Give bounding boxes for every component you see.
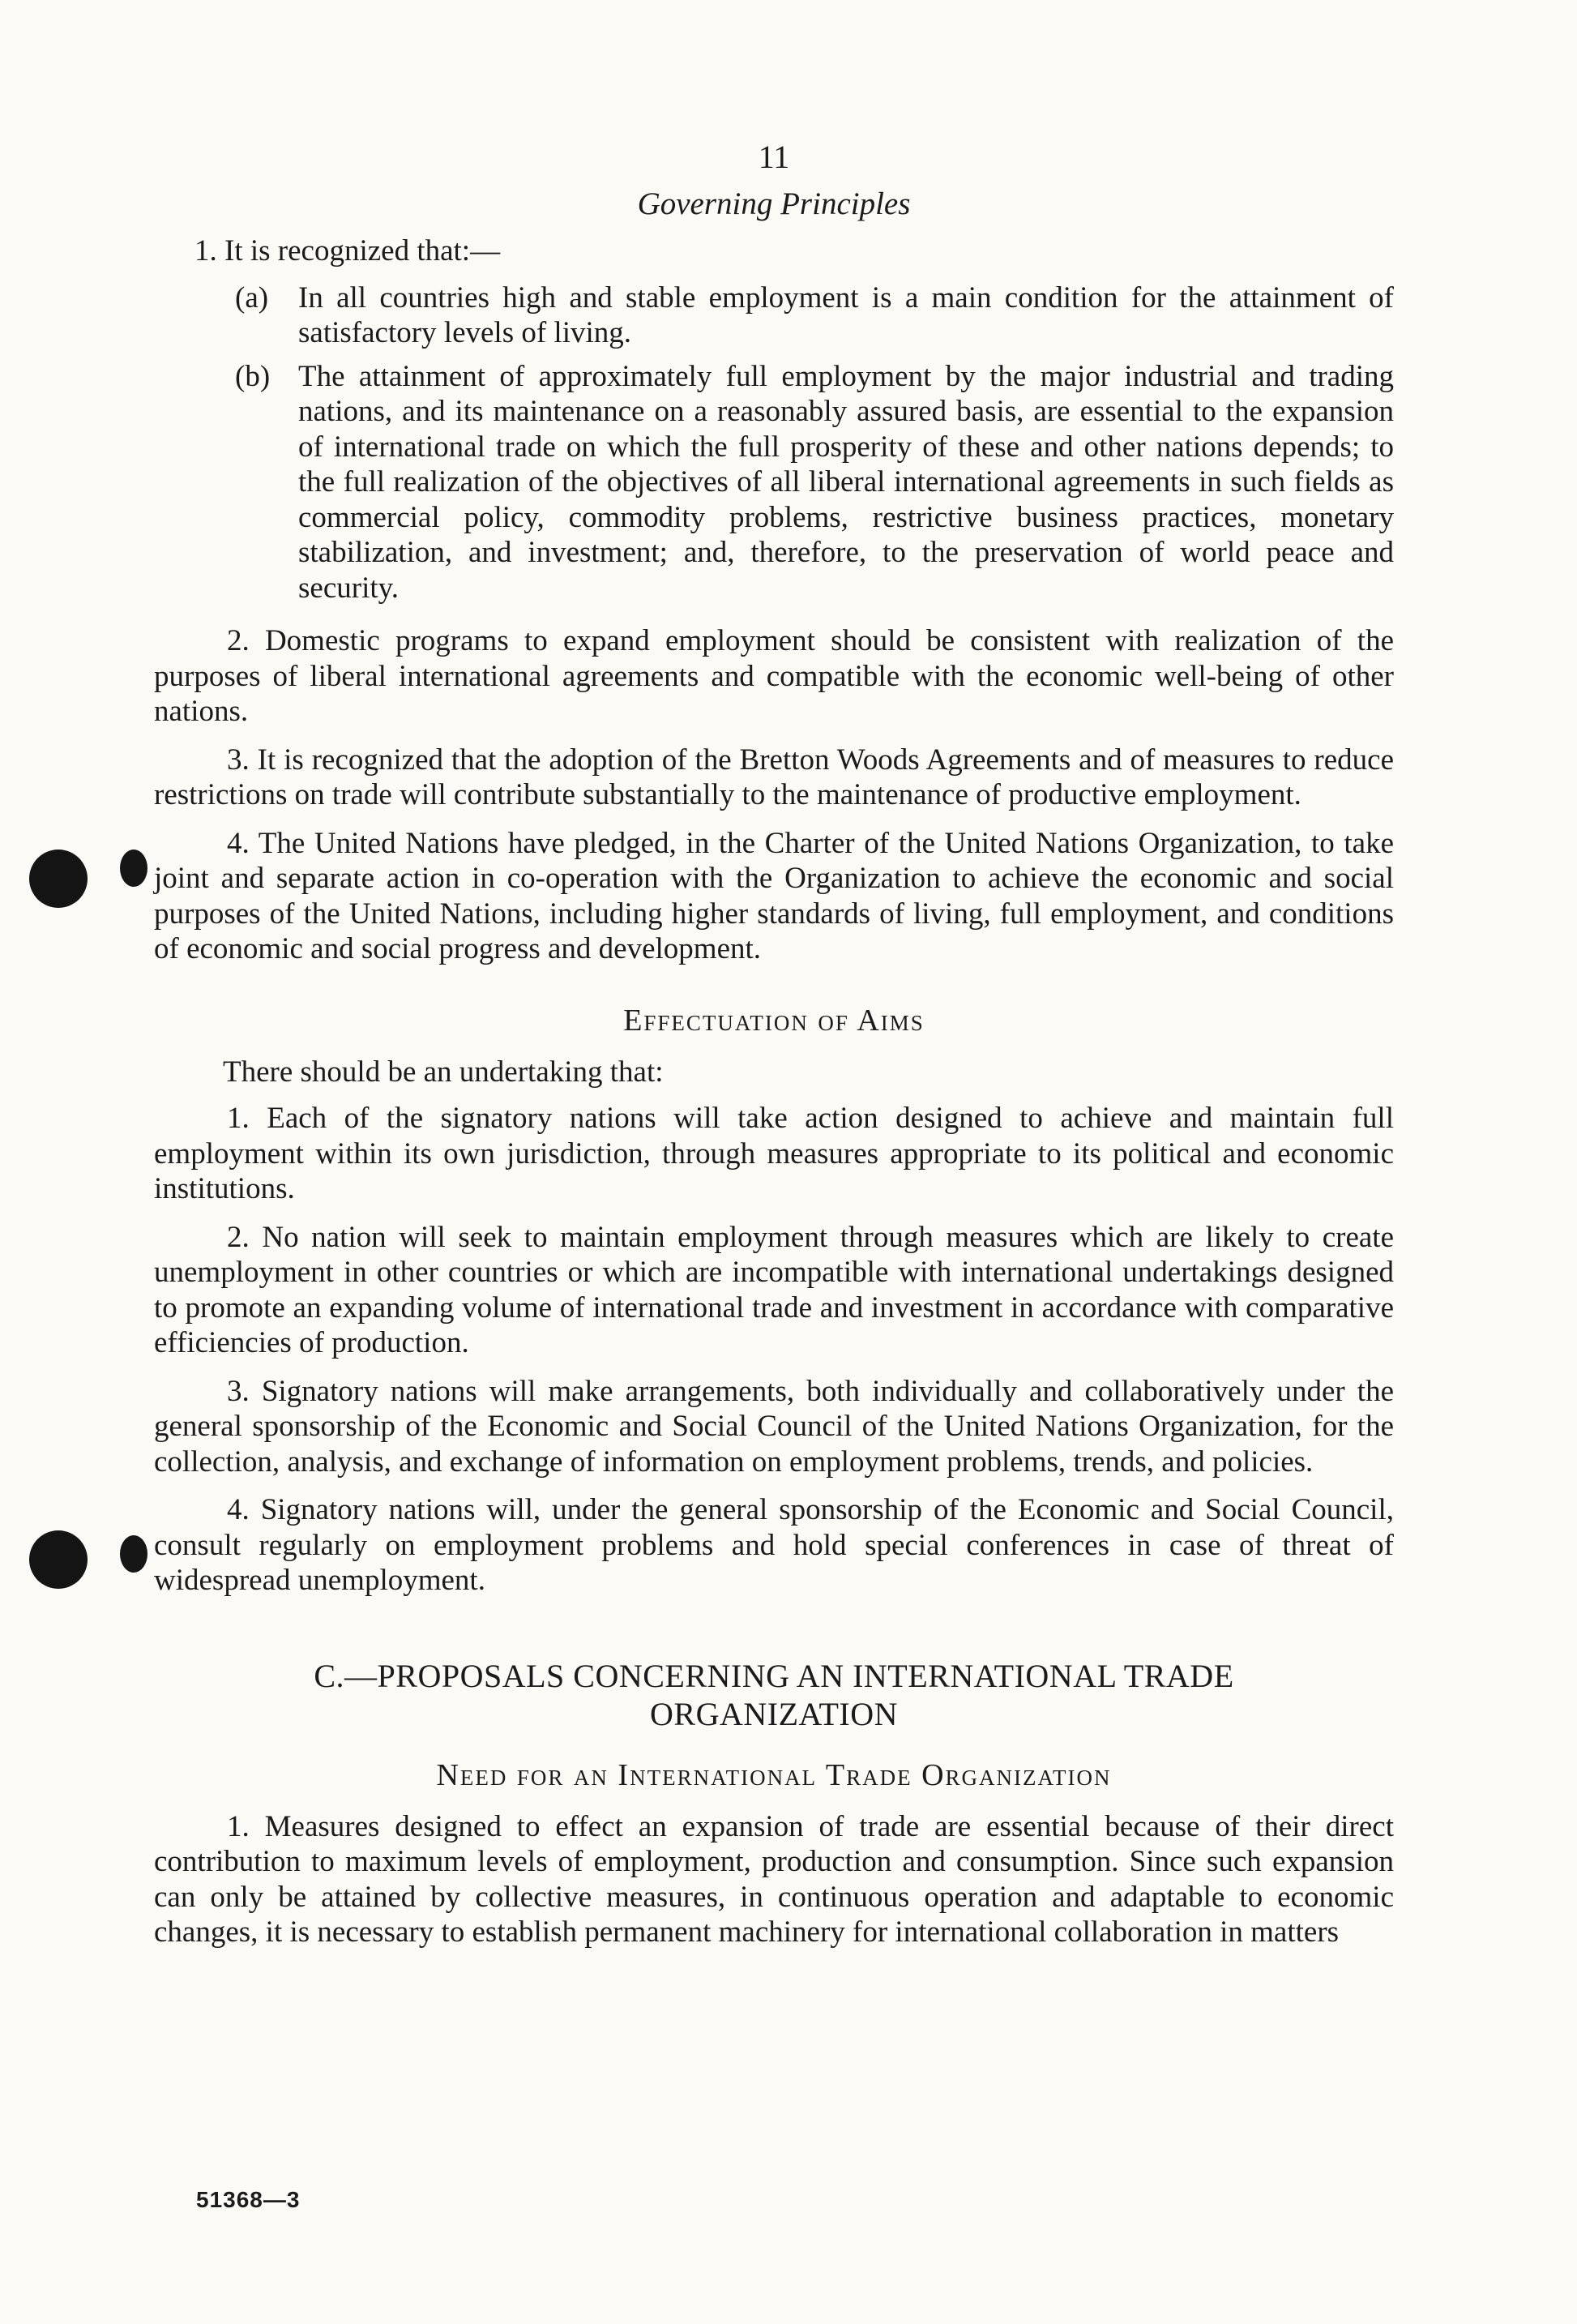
document-page [154, 138, 1394, 1963]
governing-principles-heading: Governing Principles [637, 186, 911, 221]
subitem-label: (a) [235, 280, 269, 315]
need-for-ito-heading: Need for an International Trade Organization [436, 1757, 1112, 1792]
principle-paragraph-4: 4. The United Nations have pledged, in the Charter of the United Nations Organization, to take joint and separate action in co-operation with the Organization to achieve the economic and social purposes of the United Nations, including higher standards of living, full employment, and conditions of economic and social progress and development. [154, 826, 1394, 965]
principle-subitem-a [235, 280, 1394, 351]
effectuation-intro: There should be an undertaking that: [223, 1055, 664, 1089]
principle-subitem-b [235, 359, 1394, 606]
subitem-text: The attainment of approximately full employment by the major industrial and trading nations, and its maintenance on a reasonably assured basis, are essential to the expansion of international trade on which the full prosperity of these and other nations depends; to the full realization of the objectives of all liberal international agreements in such fields as commercial policy, commodity problems, restrictive business practices, monetary stabilization, and investment; and, therefore, to the preservation of world peace and security. [298, 359, 1394, 605]
section-c-heading [154, 1657, 1394, 1733]
effectuation-paragraph-1: 1. Each of the signatory nations will take action designed to achieve and maintain full employment within its own jurisdiction, through measures appropriate to its political and economic institutions. [154, 1102, 1394, 1205]
effectuation-paragraph-3: 3. Signatory nations will make arrangements, both individually and collaboratively under the general sponsorship of the Economic and Social Council of the United Nations Organization, for the collection, analysis, and exchange of information on employment problems, trends, and policies. [154, 1374, 1394, 1479]
section-c-heading-line1: C.—PROPOSALS CONCERNING AN INTERNATIONAL TRADE [314, 1657, 1234, 1694]
binding-hole [29, 850, 88, 908]
effectuation-paragraph-4: 4. Signatory nations will, under the general sponsorship of the Economic and Social Council, consult regularly on employment problems and hold special conferences in case of threat of widespread unemployment. [154, 1493, 1394, 1597]
principle-paragraph-2: 2. Domestic programs to expand employment should be consistent with realization of the purposes of liberal international agreements and compatible with the economic well-being of other nations. [154, 624, 1394, 728]
principle-paragraph-3: 3. It is recognized that the adoption of the Bretton Woods Agreements and of measures to reduce restrictions on trade will contribute substantially to the maintenance of productive employment. [154, 743, 1394, 811]
footer-code: 51368—3 [196, 2187, 301, 2212]
effectuation-of-aims-heading: Effectuation of Aims [623, 1003, 925, 1038]
governing-principles-intro: 1. It is recognized that:— [194, 234, 501, 267]
subitem-label: (b) [235, 359, 271, 393]
section-c-paragraph-1: 1. Measures designed to effect an expansion of trade are essential because of their direct contribution to maximum levels of employment, production and consumption. Since such expansion can only be attained by collective measures, in continuous operation and adaptable to economic changes, it is necessary to establish permanent machinery for international collaboration in matters [154, 1809, 1394, 1949]
section-c-heading-line2: ORGANIZATION [650, 1695, 898, 1732]
binding-hole-fragment [120, 850, 147, 887]
page-number: 11 [758, 139, 790, 175]
effectuation-paragraph-2: 2. No nation will seek to maintain employment through measures which are likely to create unemployment in other countries or which are incompatible with international undertakings designed to promote an expanding volume of international trade and investment in accordance with comparative efficiencies of production. [154, 1220, 1394, 1359]
binding-hole [29, 1530, 88, 1589]
binding-hole-fragment [120, 1535, 147, 1573]
subitem-text: In all countries high and stable employment is a main condition for the attainment of satisfactory levels of living. [298, 280, 1394, 349]
